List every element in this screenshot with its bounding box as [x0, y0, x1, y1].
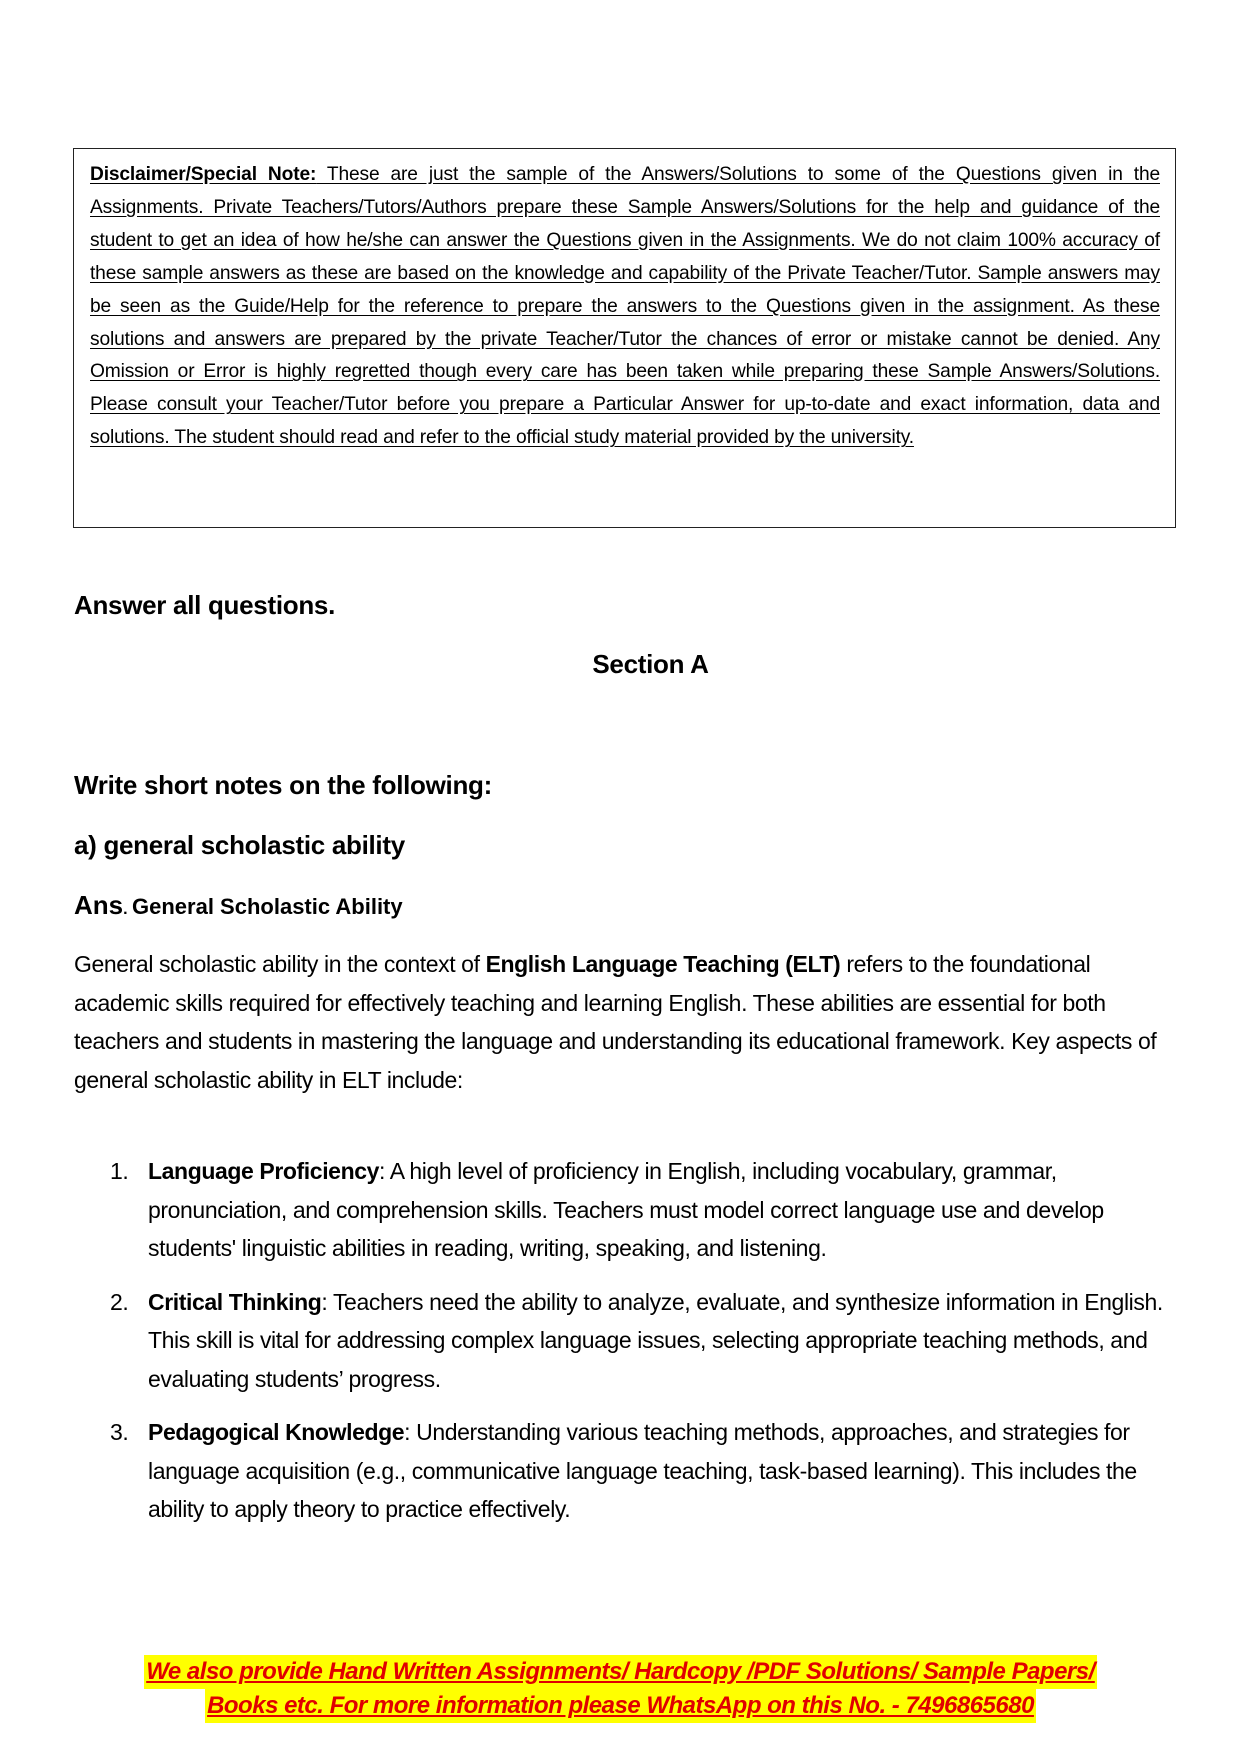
list-item-term: Critical Thinking [148, 1288, 322, 1315]
list-item-text: : A high level of proficiency in English, including vocabulary, grammar, pronunciation, and comprehension skills. Teachers must model correct language use and develop students' linguistic abilities in reading, writing, speaking, and listening. [148, 1158, 1104, 1261]
list-item-text: : Understanding various teaching methods, approaches, and strategies for language acquisition (e.g., communicative language teaching, task-based learning). This includes the ability to apply theory to practice effectively. [148, 1419, 1137, 1522]
promo-line-2: Books etc. For more information please WhatsApp on this No. - 7496865680 [205, 1689, 1036, 1723]
key-aspects-list [74, 1152, 1164, 1544]
intro-text-after: refers to the foundational academic skills required for effectively teaching and learning English. These abilities are essential for both teachers and students in mastering the language and understanding its educational framework. Key aspects of general scholastic ability in ELT include: [74, 951, 1157, 1093]
disclaimer-lead: Disclaimer/Special Note: [90, 164, 317, 185]
answer-heading [74, 890, 403, 921]
answer-intro-paragraph [74, 945, 1164, 1099]
list-item-term: Pedagogical Knowledge [148, 1419, 405, 1445]
disclaimer-box [73, 148, 1176, 528]
intro-text-before: General scholastic ability in the context of [74, 951, 486, 977]
list-item [74, 1152, 1164, 1268]
answer-separator: . [123, 901, 133, 918]
instruction-heading: Answer all questions. [74, 590, 335, 620]
list-item-number: 2. [110, 1288, 129, 1315]
question-prompt-heading: Write short notes on the following: [74, 770, 492, 800]
answer-title: General Scholastic Ability [132, 894, 403, 919]
promo-line-1: We also provide Hand Written Assignments/ Hardcopy /PDF Solutions/ Sample Papers/ [144, 1655, 1097, 1689]
list-item-text: : Teachers need the ability to analyze, evaluate, and synthesize information in English. This skill is vital for addressing complex language issues, selecting appropriate teaching methods, and evaluating students’ progress. [148, 1288, 1163, 1392]
answer-label: Ans [74, 890, 124, 920]
section-heading: Section A [592, 649, 709, 679]
disclaimer-body: These are just the sample of the Answers/Solutions to some of the Questions given in the Assignments. Private Teachers/Tutors/Authors prepare these Sample Answers/Solutions for the help and guidance of the student to get an idea of how he/she can answer the Questions given in the Assignments. We do not claim 100% accuracy of these sample answers as these are based on the knowledge and capability of the Private Teacher/Tutor. Sample answers may be seen as the Guide/Help for the reference to prepare the answers to the Questions given in the assignment. As these solutions and answers are prepared by the private Teacher/Tutor the chances of error or mistake cannot be denied. Any Omission or Error is highly regretted though every care has been taken while preparing these Sample Answers/Solutions. Please consult your Teacher/Tutor before you prepare a Particular Answer for up-to-date and exact information, data and solutions. The student should read and refer to the official study material provided by the university. [90, 164, 1160, 449]
promo-footer [0, 1655, 1241, 1723]
list-item-term: Language Proficiency [148, 1158, 380, 1184]
list-item [74, 1413, 1164, 1529]
list-item-number: 3. [110, 1419, 129, 1445]
disclaimer-text [90, 159, 1160, 455]
question-a-heading: a) general scholastic ability [74, 830, 405, 860]
list-item-number: 1. [110, 1158, 129, 1184]
intro-bold-term: English Language Teaching (ELT) [485, 951, 841, 977]
list-item [74, 1283, 1164, 1399]
